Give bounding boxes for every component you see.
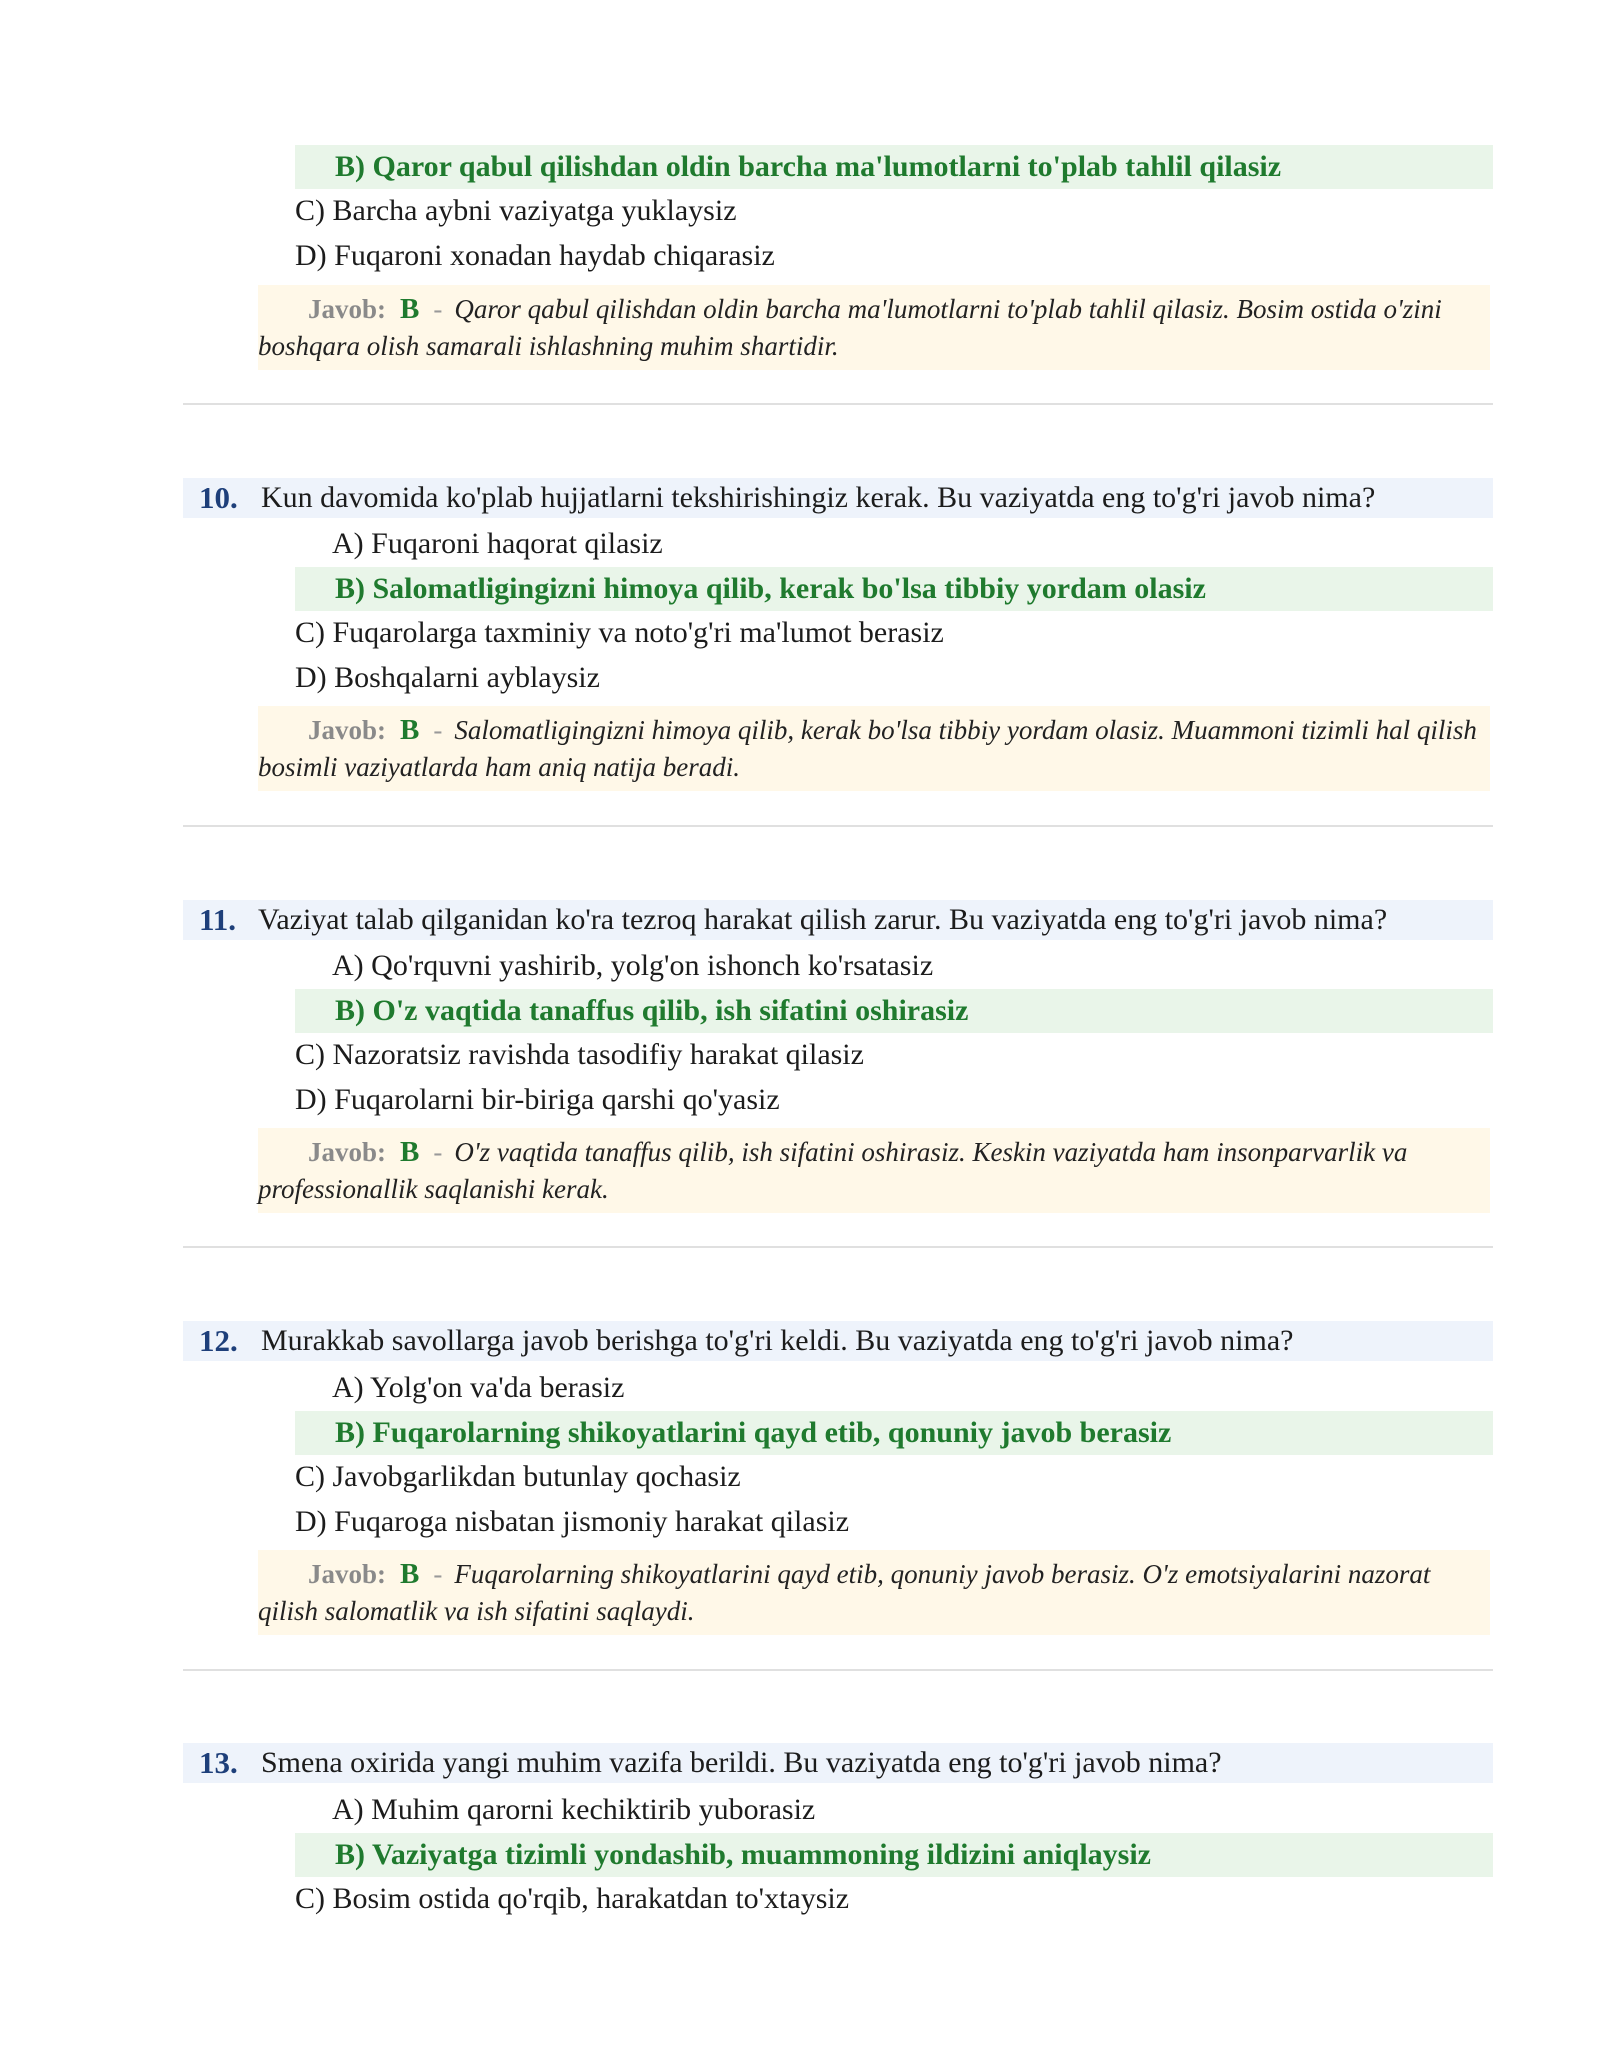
option-d: D) Fuqaroga nisbatan jismoniy harakat qilasiz [295,1505,850,1538]
answer-box [258,706,1490,791]
answer-text: Fuqarolarning shikoyatlarini qayd etib, qonuniy javob berasiz. O'z emotsiyalarini nazorat qilish salomatlik va ish sifatini saqlaydi. [258,1559,1431,1626]
answer-box [258,1550,1490,1635]
question-number: 11. [199,902,237,937]
option-b-correct: B) Vaziyatga tizimli yondashib, muammoning ildizini aniqlaysiz [295,1833,1493,1877]
answer-dash: - [433,294,443,324]
option-c: C) Nazoratsiz ravishda tasodifiy harakat qilasiz [295,1038,864,1071]
divider [183,1669,1493,1671]
option-a: A) Fuqaroni haqorat qilasiz [332,527,663,560]
question-number: 12. [199,1323,238,1358]
divider [183,825,1493,827]
question-number: 13. [199,1745,238,1780]
answer-letter: B [400,1136,420,1168]
option-b-correct: B) Salomatligingizni himoya qilib, kerak bo'lsa tibbiy yordam olasiz [295,567,1493,611]
answer-letter: B [400,293,420,325]
option-c: C) Bosim ostida qo'rqib, harakatdan to'xtaysiz [295,1882,850,1915]
question-text: Kun davomida ko'plab hujjatlarni tekshirishingiz kerak. Bu vaziyatda eng to'g'ri javob nima? [261,481,1376,514]
answer-dash: - [433,1137,443,1167]
option-b-correct: B) O'z vaqtida tanaffus qilib, ish sifatini oshirasiz [295,989,1493,1033]
option-b-correct: B) Fuqarolarning shikoyatlarini qayd etib, qonuniy javob berasiz [295,1411,1493,1455]
option-d: D) Boshqalarni ayblaysiz [295,661,600,694]
answer-letter: B [400,714,420,746]
option-c: C) Fuqarolarga taxminiy va noto'g'ri ma'lumot berasiz [295,616,944,649]
question-header [183,1743,1493,1783]
option-d: D) Fuqaroni xonadan haydab chiqarasiz [295,239,775,272]
answer-dash: - [433,1559,443,1589]
option-a: A) Muhim qarorni kechiktirib yuborasiz [332,1793,816,1826]
answer-text: O'z vaqtida tanaffus qilib, ish sifatini oshirasiz. Keskin vaziyatda ham insonparvarlik va professionallik saqlanishi kerak. [258,1137,1408,1204]
question-text: Murakkab savollarga javob berishga to'g'ri keldi. Bu vaziyatda eng to'g'ri javob nima? [261,1324,1294,1357]
option-d: D) Fuqarolarni bir-biriga qarshi qo'yasiz [295,1083,780,1116]
answer-dash: - [433,715,443,745]
answer-letter: B [400,1558,420,1590]
option-b-correct: B) Qaror qabul qilishdan oldin barcha ma'lumotlarni to'plab tahlil qilasiz [295,145,1493,189]
question-header [183,1321,1493,1361]
answer-box [258,1128,1490,1213]
answer-label: Javob: [308,294,387,324]
divider [183,1246,1493,1248]
option-c: C) Barcha aybni vaziyatga yuklaysiz [295,194,737,227]
option-c: C) Javobgarlikdan butunlay qochasiz [295,1460,741,1493]
question-text: Vaziyat talab qilganidan ko'ra tezroq harakat qilish zarur. Bu vaziyatda eng to'g'ri javob nima? [258,903,1388,936]
answer-box [258,285,1490,370]
question-header [183,478,1493,518]
question-header [183,900,1493,940]
option-a: A) Qo'rquvni yashirib, yolg'on ishonch ko'rsatasiz [332,949,934,982]
answer-label: Javob: [308,1137,387,1167]
question-number: 10. [199,480,238,515]
question-text: Smena oxirida yangi muhim vazifa berildi. Bu vaziyatda eng to'g'ri javob nima? [261,1746,1222,1779]
answer-text: Qaror qabul qilishdan oldin barcha ma'lumotlarni to'plab tahlil qilasiz. Bosim ostida o'zini boshqara olish samarali ishlashning muhim shartidir. [258,294,1442,361]
answer-label: Javob: [308,715,387,745]
divider [183,403,1493,405]
answer-text: Salomatligingizni himoya qilib, kerak bo'lsa tibbiy yordam olasiz. Muammoni tizimli hal qilish bosimli vaziyatlarda ham aniq natija beradi. [258,715,1477,782]
answer-label: Javob: [308,1559,387,1589]
option-a: A) Yolg'on va'da berasiz [332,1371,625,1404]
